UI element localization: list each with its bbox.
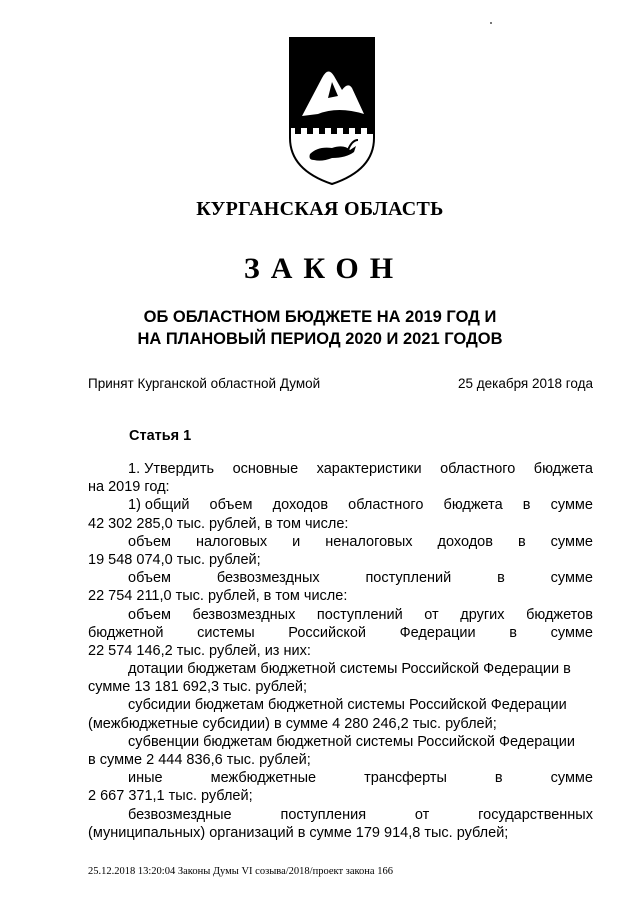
body-word: основные — [232, 461, 299, 477]
law-title-line-2: НА ПЛАНОВЫЙ ПЕРИОД 2020 И 2021 ГОДОВ — [137, 330, 503, 348]
footer-stamp: 25.12.2018 13:20:04 Законы Думы VI созыва/2018/проект закона 166 — [88, 866, 393, 877]
body-word: 42 302 285,0 тыс. рублей, в том числе: — [88, 515, 349, 532]
body-line — [88, 587, 593, 605]
body-word: доходов — [437, 533, 493, 550]
adoption-line — [88, 376, 593, 394]
body-word: сумме — [550, 497, 593, 514]
body-line — [88, 496, 593, 514]
body-word: в — [517, 533, 526, 550]
body-line — [88, 806, 593, 824]
body-word: доходов — [272, 497, 329, 514]
body-word: 1. Утвердить — [128, 461, 215, 477]
body-word: (межбюджетные субсидии) в сумме 4 280 246,2 тыс. рублей; — [88, 715, 497, 732]
body-line — [88, 478, 593, 496]
body-line — [88, 824, 593, 842]
body-word: сумме 13 181 692,3 тыс. рублей; — [88, 679, 308, 696]
body-word: неналоговых — [325, 533, 413, 550]
body-line — [88, 696, 593, 714]
body-word: объем — [128, 533, 171, 550]
adoption-date: 25 декабря 2018 года — [457, 376, 593, 391]
body-line — [88, 515, 593, 533]
law-title — [0, 306, 640, 350]
body-word: от — [414, 806, 430, 823]
body-word: поступления — [280, 806, 367, 823]
body-word: 22 574 146,2 тыс. рублей, из них: — [88, 642, 311, 659]
body-word: 1) общий — [128, 497, 190, 514]
article-heading: Статья 1 — [129, 428, 192, 444]
body-line — [88, 787, 593, 805]
body-word: иные — [128, 770, 163, 787]
body-line — [88, 642, 593, 660]
body-word: субсидии бюджетам бюджетной системы Российской Федерации — [128, 697, 567, 714]
body-word: 19 548 074,0 тыс. рублей; — [88, 551, 261, 568]
body-word: сумме — [550, 533, 593, 550]
body-word: дотации бюджетам бюджетной системы Российской Федерации в — [128, 661, 571, 678]
body-word: государственных — [478, 806, 593, 823]
body-line — [88, 533, 593, 551]
document-type: ЗАКОН — [243, 252, 405, 285]
body-word: и — [292, 533, 301, 550]
body-word: 22 754 211,0 тыс. рублей, в том числе: — [88, 588, 348, 605]
scan-speck — [490, 22, 492, 24]
body-word: безвозмездных — [216, 570, 320, 587]
body-word: бюджета — [443, 497, 503, 514]
body-line — [88, 660, 593, 678]
body-word: в — [494, 770, 503, 787]
body-word: от — [424, 606, 439, 623]
region-name: КУРГАНСКАЯ ОБЛАСТЬ — [196, 198, 444, 220]
body-word: поступлений — [316, 606, 403, 623]
body-line — [88, 751, 593, 769]
body-line — [88, 624, 593, 642]
body-word: областного — [348, 497, 424, 514]
body-line — [88, 606, 593, 624]
body-word: сумме — [550, 770, 593, 787]
body-word: объем — [128, 570, 171, 587]
law-title-line-1: ОБ ОБЛАСТНОМ БЮДЖЕТЕ НА 2019 ГОД И — [143, 308, 497, 326]
body-word: других — [460, 606, 505, 623]
body-word: 2 667 371,1 тыс. рублей; — [88, 788, 253, 805]
body-word: Российской — [288, 624, 366, 641]
body-line — [88, 678, 593, 696]
coat-of-arms-icon — [288, 36, 376, 186]
body-word: безвозмездные — [128, 806, 232, 823]
body-word: бюджетной — [88, 624, 164, 641]
body-word: в сумме 2 444 836,6 тыс. рублей; — [88, 752, 311, 768]
body-word: межбюджетные — [210, 770, 317, 787]
body-word: субвенции бюджетам бюджетной системы Российской Федерации — [128, 733, 575, 750]
body-word: в — [509, 624, 517, 641]
body-word: Федерации — [399, 624, 476, 641]
body-line — [88, 733, 593, 751]
body-word: трансферты — [364, 770, 447, 787]
body-word: на 2019 год: — [88, 479, 170, 496]
body-word: безвозмездных — [192, 606, 296, 623]
body-line — [88, 769, 593, 787]
article-body — [88, 460, 593, 842]
body-word: системы — [197, 624, 255, 641]
body-word: объем — [209, 497, 253, 514]
body-word: (муниципальных) организаций в сумме 179 914,8 тыс. рублей; — [88, 824, 509, 841]
adopted-by: Принят Курганской областной Думой — [88, 376, 321, 391]
body-line — [88, 569, 593, 587]
body-line — [88, 551, 593, 569]
body-line — [88, 715, 593, 733]
body-word: объем — [128, 606, 171, 623]
body-word: в — [497, 570, 505, 587]
body-word: сумме — [550, 570, 593, 587]
body-word: характеристики — [316, 461, 422, 477]
body-word: налоговых — [195, 533, 268, 550]
body-word: бюджетов — [526, 606, 593, 623]
body-word: сумме — [550, 624, 593, 641]
body-line — [88, 460, 593, 478]
body-word: бюджета — [533, 461, 593, 477]
body-word: поступлений — [365, 570, 452, 587]
body-word: в — [522, 497, 531, 514]
body-word: областного — [440, 461, 516, 477]
